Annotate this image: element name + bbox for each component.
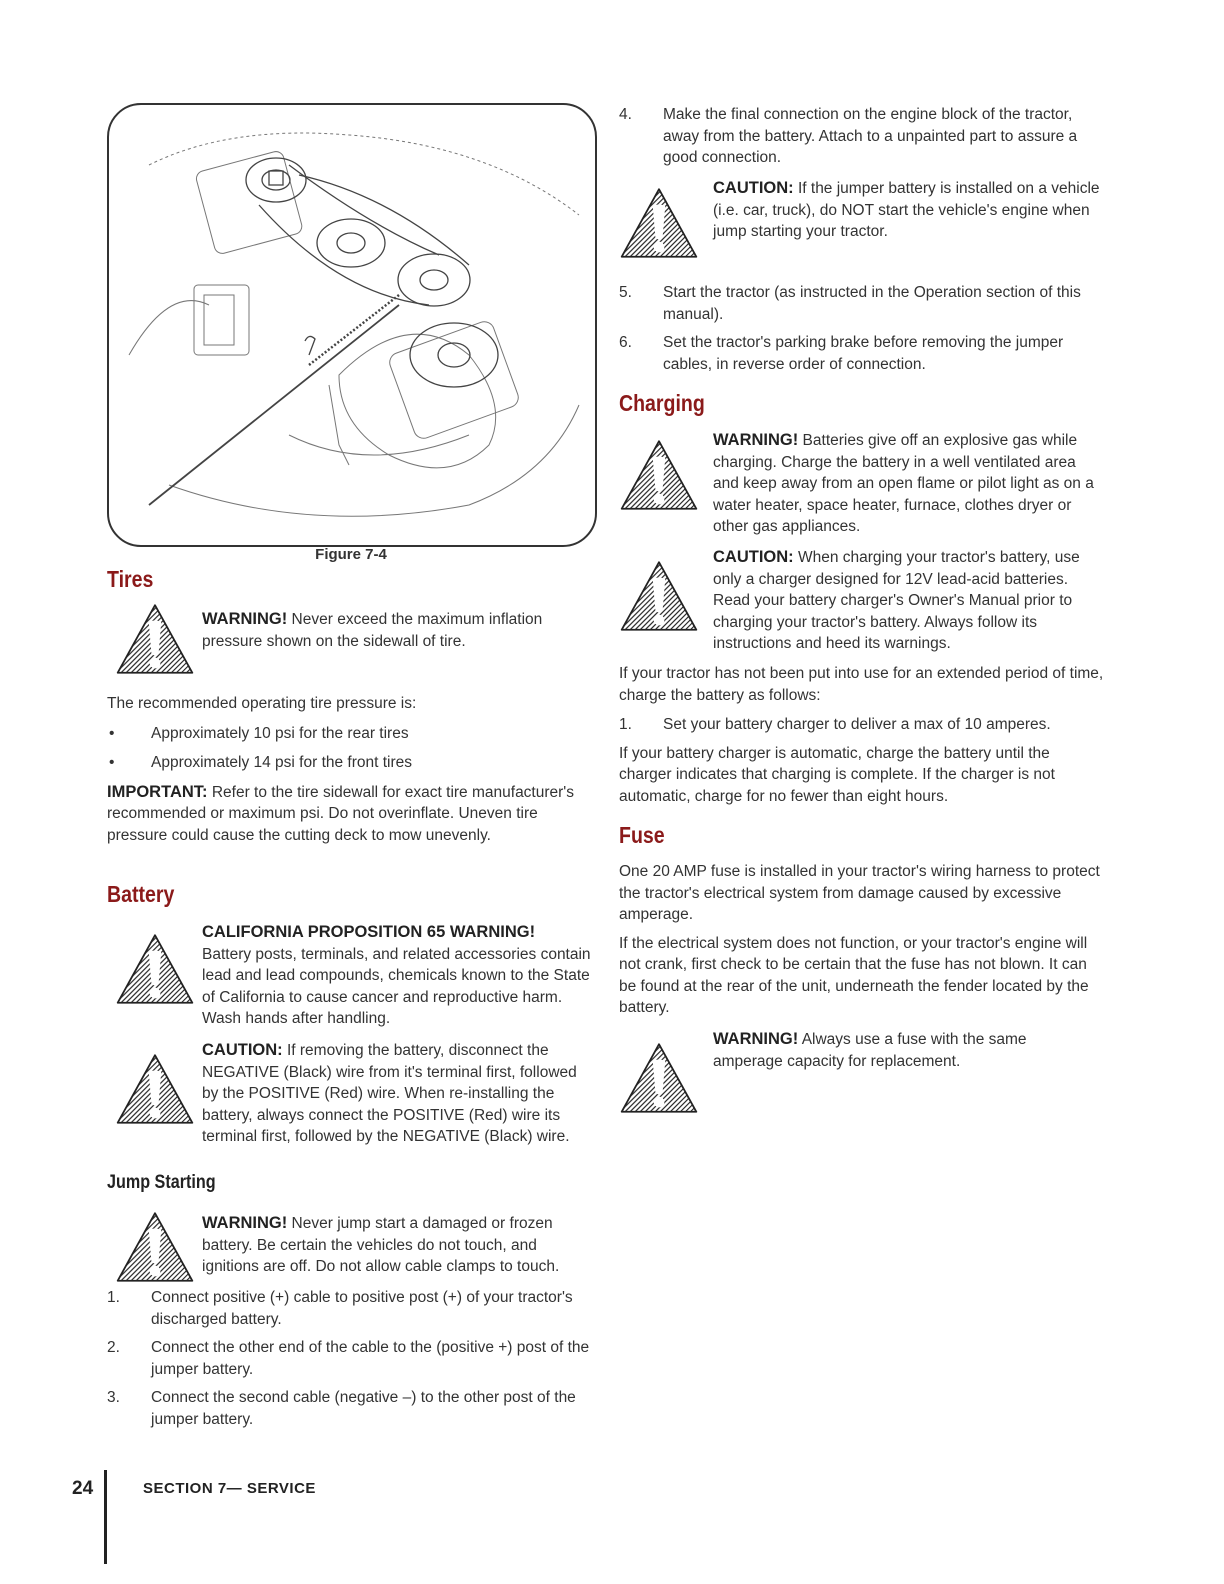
- heading-jump-starting: Jump Starting: [107, 1172, 216, 1193]
- list-item: 1. Set your battery charger to deliver a max of 10 amperes.: [619, 716, 1051, 733]
- heading-fuse: Fuse: [619, 822, 665, 848]
- warning-label: WARNING!: [202, 610, 288, 628]
- list-item: • Approximately 14 psi for the front tires: [109, 754, 413, 771]
- figure-caption: Figure 7-4: [315, 546, 387, 563]
- jump-steps-list: [107, 1287, 591, 1430]
- fuse-description: One 20 AMP fuse is installed in your tractor's wiring harness to protect the tractor's electrical system from damage caused by excessive amperage.: [619, 863, 1100, 923]
- prop65-warning: [115, 922, 595, 1032]
- warning-label: WARNING!: [713, 431, 799, 449]
- caution-text: If the jumper battery is installed on a vehicle (i.e. car, truck), do NOT start the vehicle's engine when jump starting your tractor.: [713, 180, 1100, 240]
- warning-text: Never exceed the maximum inflation pressure shown on the sidewall of tire.: [202, 611, 543, 650]
- heading-charging: Charging: [619, 390, 705, 416]
- tire-pressure-list: [107, 723, 595, 774]
- charging-warning: [619, 430, 1109, 540]
- caution-label: CAUTION:: [713, 548, 794, 566]
- caution-text: When charging your tractor's battery, use only a charger designed for 12V lead-acid batteries. Read your battery charger's Owner's Manual prior to charging your tractor's battery. Always follow its instructions and heed its warnings.: [713, 549, 1080, 652]
- jump-steps-continued: [619, 104, 1107, 169]
- section-title: SECTION 7— SERVICE: [143, 1480, 316, 1497]
- charging-caution: [619, 547, 1109, 657]
- caution-label: CAUTION:: [713, 179, 794, 197]
- heading-tires: Tires: [107, 566, 154, 592]
- warning-text: Batteries give off an explosive gas while charging. Charge the battery in a well ventilated area and keep away from an open flame or pilot light as on a water heater, space heater, furnace, clothes dryer or other gas appliances.: [713, 432, 1094, 535]
- battery-caution: [115, 1040, 595, 1170]
- warning-label: WARNING!: [713, 1030, 799, 1048]
- prop65-text: Battery posts, terminals, and related accessories contain lead and lead compounds, chemicals known to the State of California to cause cancer and reproductive harm. Wash hands after handling.: [202, 945, 591, 1027]
- list-item: 1. Connect positive (+) cable to positive post (+) of your tractor's discharged battery.: [107, 1289, 573, 1328]
- caution-text: If removing the battery, disconnect the NEGATIVE (Black) wire from it's terminal first, followed by the POSITIVE (Red) wire. When re-installing the battery, always connect the POSITIVE (Red) wire its terminal first, followed by the NEGATIVE (Black) wire.: [202, 1042, 577, 1145]
- footer-divider: [104, 1470, 107, 1564]
- warning-triangle-icon: [619, 180, 699, 266]
- list-item: 2. Connect the other end of the cable to the (positive +) post of the jumper battery.: [107, 1339, 590, 1378]
- list-item: 4. Make the final connection on the engine block of the tractor, away from the battery. Attach to a unpainted part to assure a good connection.: [619, 106, 1078, 166]
- jump-steps-final: [619, 282, 1107, 375]
- warning-label: WARNING!: [202, 1214, 288, 1232]
- warning-triangle-icon: [115, 1204, 195, 1290]
- fuse-warning: [619, 1029, 1109, 1109]
- important-note: IMPORTANT: Refer to the tire sidewall for exact tire manufacturer's recommended or maximum psi. Do not overinflate. Uneven tire pressure could cause the cutting deck to mow unevenly.: [107, 782, 575, 844]
- warning-triangle-icon: [619, 553, 699, 639]
- jump-warning: [115, 1210, 595, 1290]
- figure-illustration: [107, 103, 597, 547]
- mower-deck-drawing: [109, 105, 595, 545]
- list-item: • Approximately 10 psi for the rear tires: [109, 724, 409, 742]
- warning-triangle-icon: [115, 926, 195, 1012]
- jump-caution: [619, 178, 1109, 268]
- tires-warning: [115, 596, 595, 686]
- heading-battery: Battery: [107, 881, 175, 907]
- warning-triangle-icon: [115, 596, 195, 682]
- warning-text: Always use a fuse with the same amperage capacity for replacement.: [713, 1031, 1027, 1070]
- list-item: 3. Connect the second cable (negative –) to the other post of the jumper battery.: [107, 1389, 576, 1428]
- charging-instructions: If your battery charger is automatic, charge the battery until the charger indicates that charging is complete. If the charger is not automatic, charge for no fewer than eight hours.: [619, 744, 1055, 805]
- page-number: 24: [72, 1478, 94, 1499]
- warning-triangle-icon: [619, 432, 699, 518]
- charging-intro: If your tractor has not been put into use for an extended period of time, charge the battery as follows:: [619, 665, 1104, 704]
- prop65-label: CALIFORNIA PROPOSITION 65 WARNING!: [202, 923, 536, 941]
- warning-triangle-icon: [115, 1046, 195, 1132]
- list-item: 5. Start the tractor (as instructed in the Operation section of this manual).: [619, 284, 1081, 323]
- tire-pressure-intro: The recommended operating tire pressure is:: [107, 695, 417, 712]
- fuse-location: If the electrical system does not function, or your tractor's engine will not crank, first check to be certain that the fuse has not blown. It can be found at the rear of the unit, underneath the fender located by the battery.: [619, 934, 1089, 1016]
- charging-steps-list: [619, 714, 1105, 736]
- warning-text: Never jump start a damaged or frozen battery. Be certain the vehicles do not touch, and ignitions are off. Do not allow cable clamps to touch.: [202, 1215, 560, 1275]
- list-item: 6. Set the tractor's parking brake before removing the jumper cables, in reverse order of connection.: [619, 334, 1064, 373]
- warning-triangle-icon: [619, 1035, 699, 1121]
- caution-label: CAUTION:: [202, 1041, 283, 1059]
